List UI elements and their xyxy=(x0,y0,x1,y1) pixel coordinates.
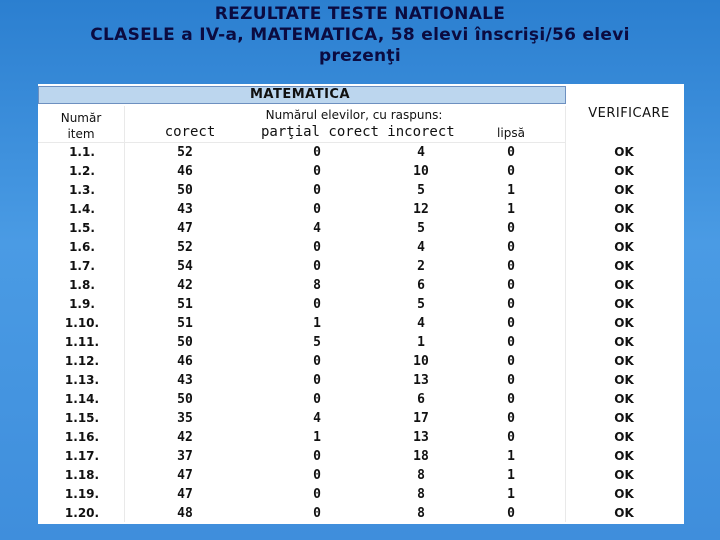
correct-cell: 50 xyxy=(177,335,193,350)
verify-cell: OK xyxy=(614,449,634,463)
correct-cell: 50 xyxy=(177,183,193,198)
partial-cell: 0 xyxy=(313,297,321,312)
table-row xyxy=(0,485,720,504)
correct-cell: 51 xyxy=(177,297,193,312)
item-cell: 1.1. xyxy=(69,145,95,159)
item-cell: 1.15. xyxy=(64,411,100,425)
incorrect-cell: 8 xyxy=(417,506,425,521)
correct-cell: 54 xyxy=(177,259,193,274)
partial-cell: 0 xyxy=(313,145,321,160)
table-row xyxy=(0,162,720,181)
correct-cell: 48 xyxy=(177,506,193,521)
verify-cell: OK xyxy=(614,240,634,254)
partial-cell: 0 xyxy=(313,392,321,407)
incorrect-cell: 2 xyxy=(417,259,425,274)
missing-cell: 1 xyxy=(507,202,515,217)
incorrect-cell: 1 xyxy=(417,335,425,350)
correct-cell: 46 xyxy=(177,354,193,369)
correct-header: corect xyxy=(164,124,216,140)
missing-cell: 0 xyxy=(507,164,515,179)
missing-cell: 0 xyxy=(507,335,515,350)
table-row xyxy=(0,295,720,314)
incorrect-cell: 4 xyxy=(417,316,425,331)
missing-cell: 0 xyxy=(507,316,515,331)
item-header-line2: item xyxy=(67,127,95,141)
missing-header: lipsă xyxy=(497,126,525,140)
verify-cell: OK xyxy=(614,278,634,292)
table-row xyxy=(0,143,720,162)
correct-cell: 42 xyxy=(177,278,193,293)
missing-cell: 0 xyxy=(507,259,515,274)
partial-cell: 5 xyxy=(313,335,321,350)
table-row xyxy=(0,371,720,390)
partial-cell: 0 xyxy=(313,240,321,255)
partial-cell: 8 xyxy=(313,278,321,293)
item-cell: 1.18. xyxy=(64,468,100,482)
verify-cell: OK xyxy=(614,430,634,444)
verify-cell: OK xyxy=(614,392,634,406)
incorrect-header: incorect xyxy=(387,124,455,140)
table-row xyxy=(0,200,720,219)
item-cell: 1.20. xyxy=(64,506,100,520)
partial-cell: 0 xyxy=(313,183,321,198)
slide-title xyxy=(0,4,720,67)
item-cell: 1.12. xyxy=(64,354,100,368)
verify-cell: OK xyxy=(614,506,634,520)
verify-cell: OK xyxy=(614,335,634,349)
table-row xyxy=(0,181,720,200)
item-cell: 1.7. xyxy=(69,259,95,273)
partial-header: parţial corect xyxy=(260,124,379,140)
item-cell: 1.14. xyxy=(64,392,100,406)
verify-cell: OK xyxy=(614,183,634,197)
incorrect-cell: 10 xyxy=(413,164,429,179)
missing-cell: 0 xyxy=(507,411,515,426)
item-header-line1: Număr xyxy=(60,111,102,125)
table-row xyxy=(0,276,720,295)
item-cell: 1.10. xyxy=(64,316,100,330)
missing-cell: 0 xyxy=(507,145,515,160)
item-cell: 1.3. xyxy=(69,183,95,197)
item-cell: 1.16. xyxy=(64,430,100,444)
incorrect-cell: 8 xyxy=(417,468,425,483)
incorrect-cell: 5 xyxy=(417,297,425,312)
incorrect-cell: 4 xyxy=(417,240,425,255)
verify-cell: OK xyxy=(614,259,634,273)
title-line-2: CLASELE a IV-a, MATEMATICA, 58 elevi înscrişi/56 elevi xyxy=(90,25,630,45)
partial-cell: 0 xyxy=(313,259,321,274)
incorrect-cell: 8 xyxy=(417,487,425,502)
incorrect-cell: 17 xyxy=(413,411,429,426)
table-row xyxy=(0,504,720,523)
correct-cell: 50 xyxy=(177,392,193,407)
table-row xyxy=(0,409,720,428)
item-cell: 1.19. xyxy=(64,487,100,501)
correct-cell: 46 xyxy=(177,164,193,179)
missing-cell: 1 xyxy=(507,487,515,502)
answers-header: Numărul elevilor, cu raspuns: xyxy=(265,108,443,122)
incorrect-cell: 5 xyxy=(417,221,425,236)
missing-cell: 1 xyxy=(507,449,515,464)
correct-cell: 47 xyxy=(177,221,193,236)
verify-header: VERIFICARE xyxy=(588,106,670,121)
table-row xyxy=(0,352,720,371)
subject-header: MATEMATICA xyxy=(250,87,351,102)
partial-cell: 4 xyxy=(313,411,321,426)
verify-cell: OK xyxy=(614,297,634,311)
partial-cell: 0 xyxy=(313,468,321,483)
incorrect-cell: 5 xyxy=(417,183,425,198)
missing-cell: 0 xyxy=(507,240,515,255)
correct-cell: 51 xyxy=(177,316,193,331)
incorrect-cell: 4 xyxy=(417,145,425,160)
item-cell: 1.2. xyxy=(69,164,95,178)
table-row xyxy=(0,333,720,352)
item-cell: 1.5. xyxy=(69,221,95,235)
verify-cell: OK xyxy=(614,202,634,216)
verify-cell: OK xyxy=(614,373,634,387)
title-line-3: prezenţi xyxy=(319,46,401,66)
partial-cell: 0 xyxy=(313,449,321,464)
correct-cell: 52 xyxy=(177,145,193,160)
title-line-1: REZULTATE TESTE NATIONALE xyxy=(214,4,506,24)
table-row xyxy=(0,219,720,238)
partial-cell: 1 xyxy=(313,430,321,445)
item-cell: 1.11. xyxy=(64,335,100,349)
verify-cell: OK xyxy=(614,487,634,501)
item-cell: 1.13. xyxy=(64,373,100,387)
incorrect-cell: 12 xyxy=(413,202,429,217)
table-row xyxy=(0,257,720,276)
verify-cell: OK xyxy=(614,316,634,330)
partial-cell: 0 xyxy=(313,202,321,217)
missing-cell: 0 xyxy=(507,221,515,236)
correct-cell: 43 xyxy=(177,373,193,388)
correct-cell: 47 xyxy=(177,468,193,483)
partial-cell: 0 xyxy=(313,354,321,369)
verify-cell: OK xyxy=(614,411,634,425)
partial-cell: 0 xyxy=(313,506,321,521)
item-cell: 1.9. xyxy=(69,297,95,311)
table-row xyxy=(0,390,720,409)
missing-cell: 0 xyxy=(507,373,515,388)
partial-cell: 0 xyxy=(313,164,321,179)
incorrect-cell: 10 xyxy=(413,354,429,369)
missing-cell: 0 xyxy=(507,506,515,521)
correct-cell: 52 xyxy=(177,240,193,255)
partial-cell: 0 xyxy=(313,487,321,502)
incorrect-cell: 6 xyxy=(417,278,425,293)
verify-cell: OK xyxy=(614,145,634,159)
verify-cell: OK xyxy=(614,221,634,235)
incorrect-cell: 18 xyxy=(413,449,429,464)
table-row xyxy=(0,238,720,257)
item-cell: 1.17. xyxy=(64,449,100,463)
missing-cell: 1 xyxy=(507,468,515,483)
correct-cell: 43 xyxy=(177,202,193,217)
verify-cell: OK xyxy=(614,354,634,368)
table-row xyxy=(0,428,720,447)
correct-cell: 37 xyxy=(177,449,193,464)
table-row xyxy=(0,447,720,466)
incorrect-cell: 13 xyxy=(413,373,429,388)
incorrect-cell: 13 xyxy=(413,430,429,445)
item-cell: 1.4. xyxy=(69,202,95,216)
missing-cell: 0 xyxy=(507,354,515,369)
table-row xyxy=(0,314,720,333)
missing-cell: 1 xyxy=(507,183,515,198)
verify-cell: OK xyxy=(614,468,634,482)
partial-cell: 0 xyxy=(313,373,321,388)
item-cell: 1.8. xyxy=(69,278,95,292)
correct-cell: 35 xyxy=(177,411,193,426)
item-cell: 1.6. xyxy=(69,240,95,254)
missing-cell: 0 xyxy=(507,278,515,293)
table-row xyxy=(0,466,720,485)
missing-cell: 0 xyxy=(507,430,515,445)
partial-cell: 1 xyxy=(313,316,321,331)
partial-cell: 4 xyxy=(313,221,321,236)
missing-cell: 0 xyxy=(507,297,515,312)
incorrect-cell: 6 xyxy=(417,392,425,407)
correct-cell: 42 xyxy=(177,430,193,445)
verify-cell: OK xyxy=(614,164,634,178)
correct-cell: 47 xyxy=(177,487,193,502)
missing-cell: 0 xyxy=(507,392,515,407)
